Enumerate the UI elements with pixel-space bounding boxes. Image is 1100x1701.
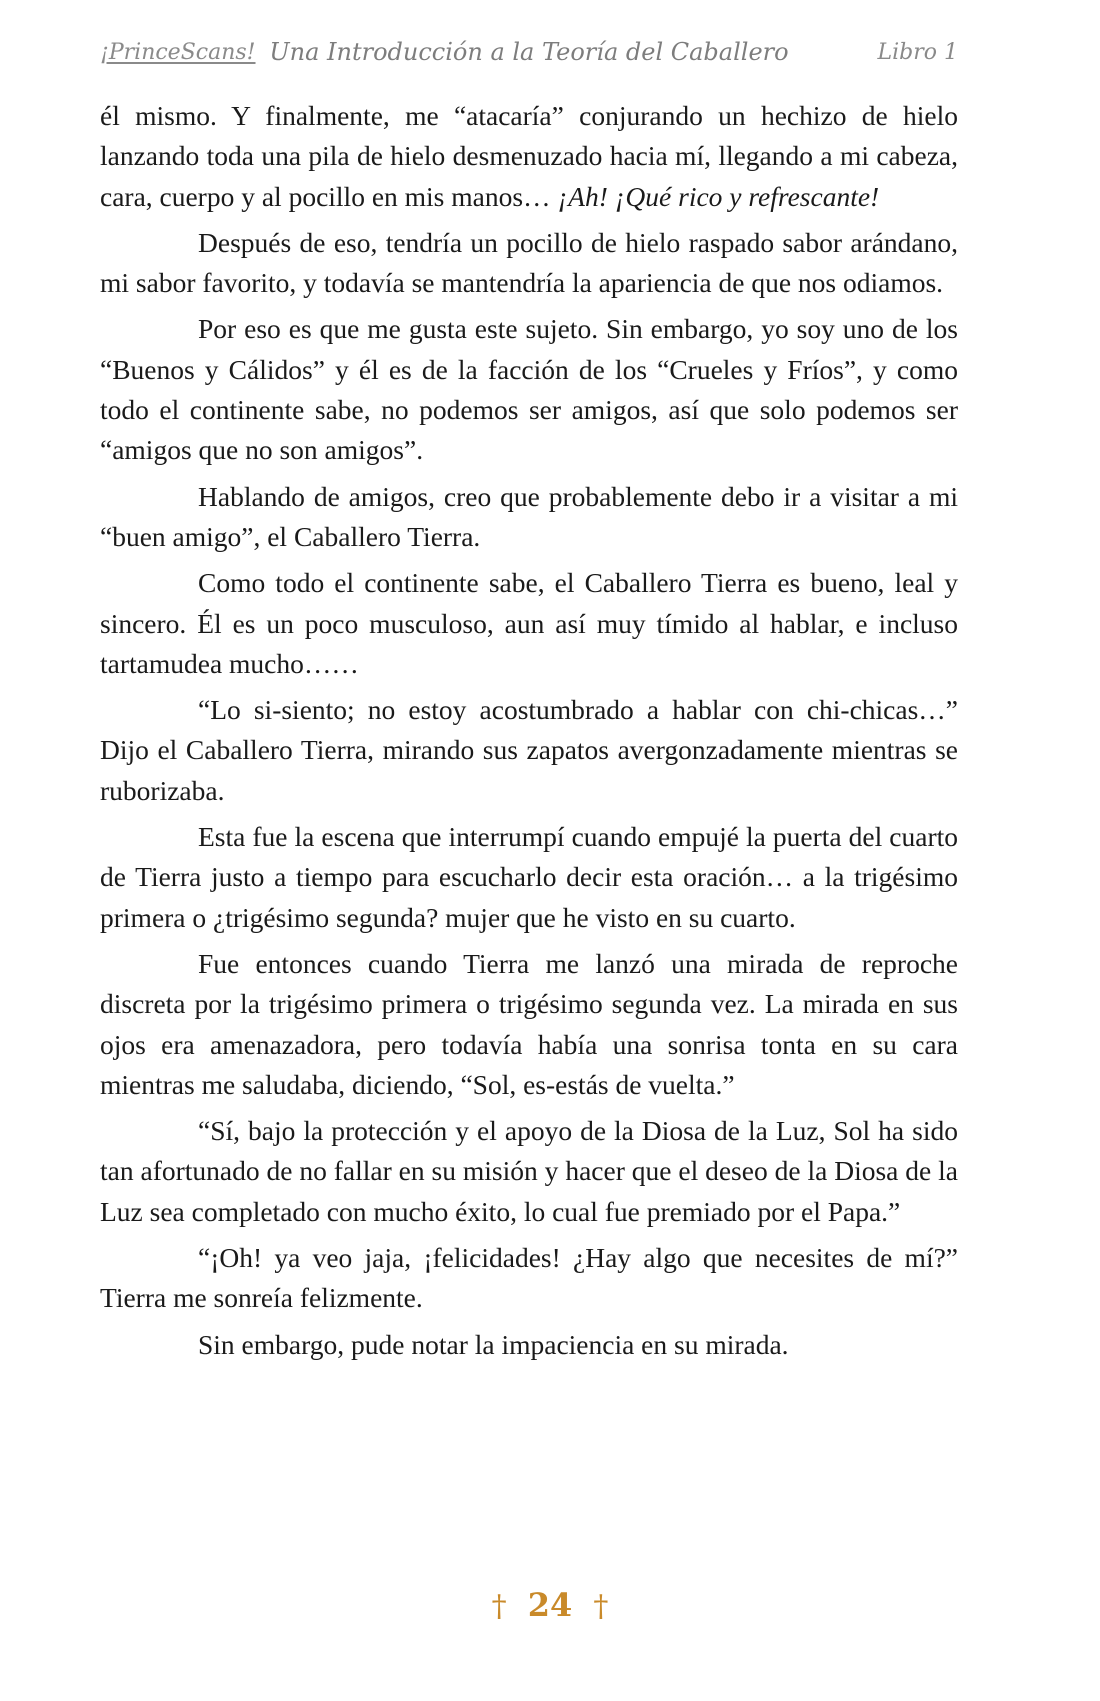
- paragraph-text: “Lo si-siento; no estoy acostumbrado a hablar con chi-chicas…” Dijo el Caballero Tierra, mirando sus zapatos avergonzadamente mientras se ruborizaba.: [100, 694, 958, 806]
- paragraph-text: Esta fue la escena que interrumpí cuando empujé la puerta del cuarto de Tierra justo a tiempo para escucharlo decir esta oración… a la trigésimo primera o ¿trigésimo segunda? mujer que he visto en su cuarto.: [100, 821, 958, 933]
- page-header: [100, 36, 958, 76]
- paragraph: [100, 817, 958, 938]
- paragraph-text: Después de eso, tendría un pocillo de hielo raspado sabor arándano, mi sabor favorito, y todavía se mantendría la apariencia de que nos odiamos.: [100, 226, 958, 299]
- paragraph: [100, 1238, 958, 1319]
- volume-label: Libro 1: [877, 40, 958, 65]
- book-title: Una Introducción a la Teoría del Caballero: [269, 38, 789, 66]
- paragraph-text: “Sí, bajo la protección y el apoyo de la Diosa de la Luz, Sol ha sido tan afortunado de no fallar en su misión y hacer que el deseo de la Diosa de la Luz sea completado con mucho éxito, lo cual fue premiado por el Papa.”: [100, 1115, 958, 1227]
- paragraph: [100, 96, 958, 217]
- page-footer: [0, 1586, 1100, 1624]
- paragraph-text: Como todo el continente sabe, el Caballero Tierra es bueno, leal y sincero. Él es un poco musculoso, aun así muy tímido al hablar, e incluso tartamudea mucho……: [100, 567, 958, 679]
- paragraph: [100, 690, 958, 811]
- paragraph: [100, 309, 958, 470]
- paragraph-text: Sin embargo, pude notar la impaciencia en su mirada.: [198, 1328, 789, 1360]
- paragraph: [100, 1111, 958, 1232]
- scanlation-credit: ¡PrinceScans!: [100, 40, 256, 65]
- paragraph: [100, 944, 958, 1105]
- ornament-right-icon: †: [593, 1589, 609, 1624]
- italic-text: ¡Ah! ¡Qué rico y refrescante!: [557, 180, 880, 212]
- paragraph-text: él mismo. Y finalmente, me “atacaría” conjurando un hechizo de hielo lanzando toda una pila de hielo desmenuzado hacia mí, llegando a mi cabeza, cara, cuerpo y al pocillo en mis manos…: [100, 100, 958, 212]
- body-text: [100, 96, 958, 1371]
- paragraph-text: Fue entonces cuando Tierra me lanzó una mirada de reproche discreta por la trigésimo primera o trigésimo segunda vez. La mirada en sus ojos era amenazadora, pero todavía había una sonrisa tonta en su cara mientras me saludaba, diciendo, “Sol, es-estás de vuelta.”: [100, 947, 958, 1100]
- paragraph-text: Hablando de amigos, creo que probablemente debo ir a visitar a mi “buen amigo”, el Caballero Tierra.: [100, 480, 958, 552]
- paragraph: [100, 563, 958, 684]
- paragraph: [100, 223, 958, 304]
- ornament-left-icon: †: [491, 1589, 507, 1624]
- paragraph-text: Por eso es que me gusta este sujeto. Sin embargo, yo soy uno de los “Buenos y Cálidos” y él es de la facción de los “Crueles y Fríos”, y como todo el continente sabe, no podemos ser amigos, así que solo podemos ser “amigos que no son amigos”.: [100, 313, 958, 466]
- paragraph-text: “¡Oh! ya veo jaja, ¡felicidades! ¿Hay algo que necesites de mí?” Tierra me sonreía felizmente.: [100, 1242, 958, 1314]
- paragraph: [100, 1325, 958, 1365]
- paragraph: [100, 477, 958, 558]
- page-number: 24: [527, 1586, 573, 1624]
